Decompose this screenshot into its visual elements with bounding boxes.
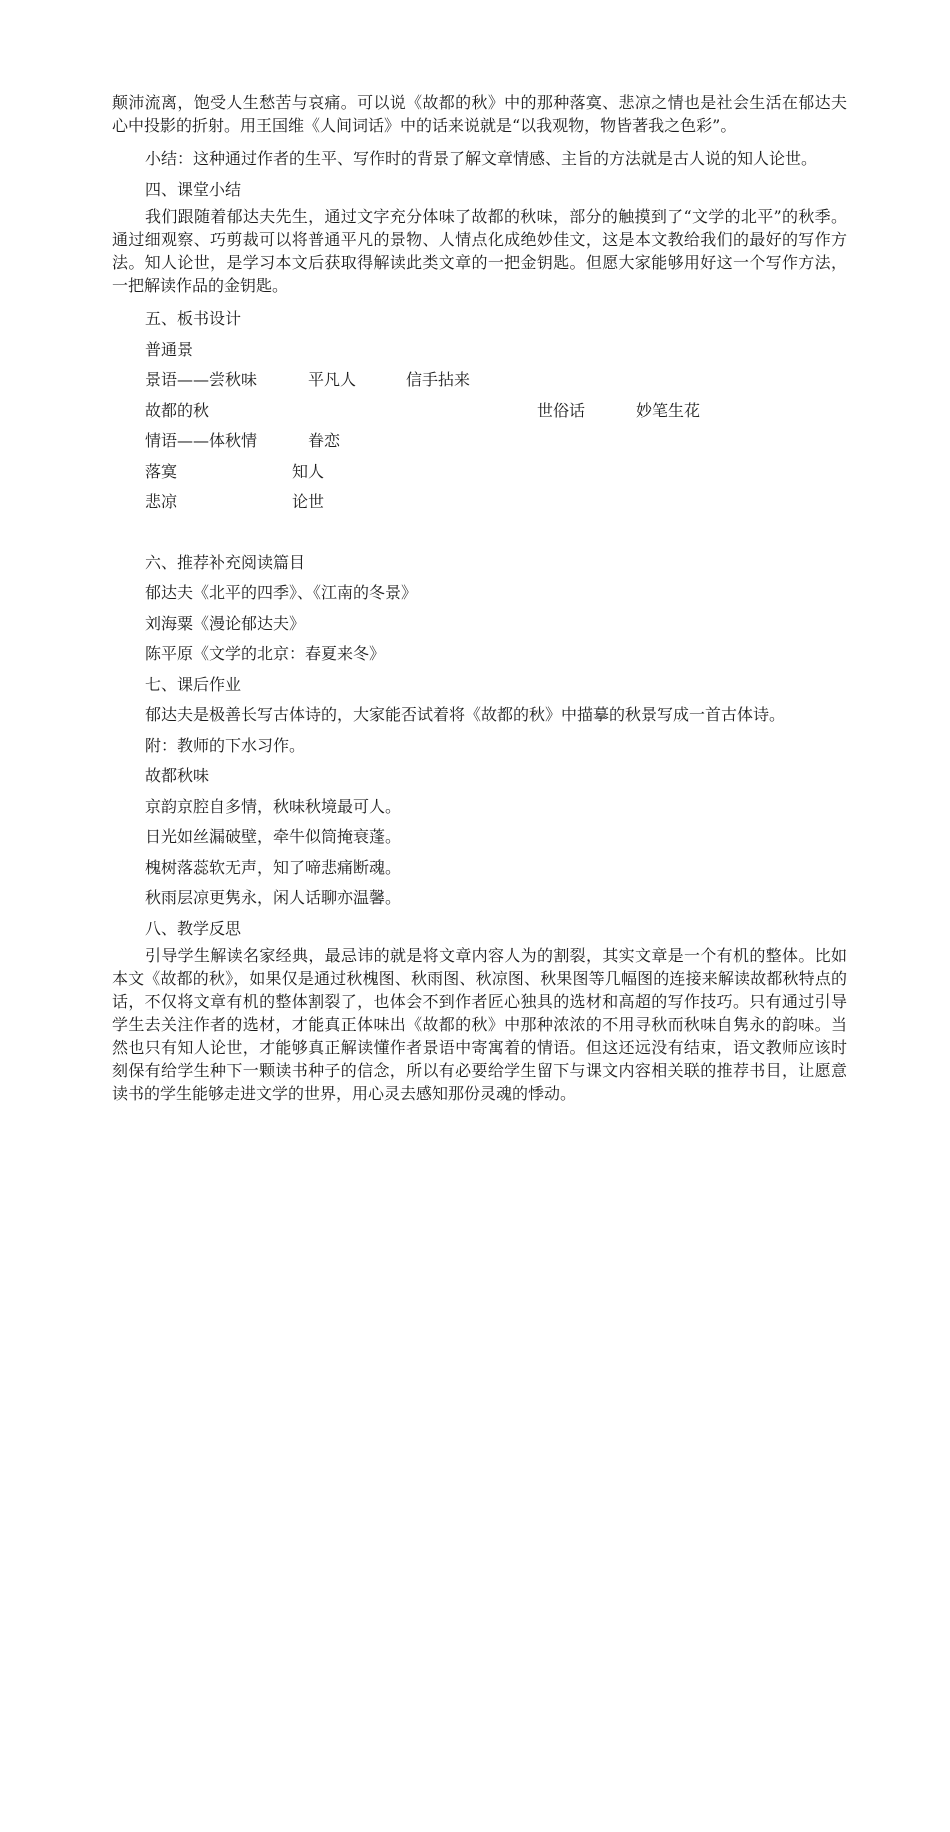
appendix-note: 附：教师的下水习作。 bbox=[145, 735, 306, 755]
board-item: 情语——体秋情 bbox=[145, 431, 258, 450]
section-heading-reflection: 八、教学反思 bbox=[145, 918, 242, 938]
board-row-1 bbox=[112, 335, 847, 366]
poem-line: 日光如丝漏破壁，牵牛似筒掩衰蓬。 bbox=[145, 827, 402, 846]
paragraph-continued: 颠沛流离，饱受人生愁苦与哀痛。可以说《故都的秋》中的那种落寞、悲凉之情也是社会生活在郁达夫心中投影的折射。用王国维《人间词话》中的话来说就是“以我观物，物皆著我之色彩”。 bbox=[112, 93, 847, 135]
document-body bbox=[112, 91, 847, 1105]
reading-item: 陈平原《文学的北京：春夏来冬》 bbox=[145, 644, 386, 663]
board-item: 知人 bbox=[292, 461, 325, 481]
board-item: 景语——尝秋味 bbox=[145, 370, 258, 389]
poem-title: 故都秋味 bbox=[145, 766, 210, 785]
homework-text: 郁达夫是极善长写古体诗的，大家能否试着将《故都的秋》中描摹的秋景写成一首古体诗。 bbox=[145, 705, 786, 724]
reading-item: 郁达夫《北平的四季》、《江南的冬景》 bbox=[145, 583, 418, 602]
section-heading-reading: 六、推荐补充阅读篇目 bbox=[145, 552, 306, 572]
paragraph-class-summary: 我们跟随着郁达夫先生，通过文字充分体味了故都的秋味，部分的触摸到了“文学的北平”的秋季。通过细观察、巧剪裁可以将普通平凡的景物、人情点化成绝妙佳文，这是本文教给我们的最好的写作方法。知人论世，是学习本文后获取得解读此类文章的一把金钥匙。但愿大家能够用好这一个写作方法，一把解读作品的金钥匙。 bbox=[112, 207, 847, 295]
board-row-3 bbox=[112, 396, 847, 427]
board-row-2 bbox=[112, 365, 847, 396]
summary-note: 小结：这种通过作者的生平、写作时的背景了解文章情感、主旨的方法就是古人说的知人论世。 bbox=[145, 149, 818, 168]
board-item: 论世 bbox=[292, 492, 325, 511]
board-item: 信手拈来 bbox=[406, 370, 471, 389]
paragraph-reflection: 引导学生解读名家经典，最忌讳的就是将文章内容人为的割裂，其实文章是一个有机的整体。比如本文《故都的秋》，如果仅是通过秋槐图、秋雨图、秋凉图、秋果图等几幅图的连接来解读故都秋特点的话，不仅将文章有机的整体割裂了，也体会不到作者匠心独具的选材和高超的写作技巧。只有通过引导学生去关注作者的选材，才能真正体味出《故都的秋》中那种浓浓的不用寻秋而秋味自隽永的韵味。当然也只有知人论世，才能够真正解读懂作者景语中寄寓着的情语。但这还远没有结束，语文教师应该时刻保有给学生种下一颗读书种子的信念，所以有必要给学生留下与课文内容相关联的推荐书目，让愿意读书的学生能够走进文学的世界，用心灵去感知那份灵魂的悸动。 bbox=[112, 946, 847, 1103]
board-row-5 bbox=[112, 457, 847, 488]
board-item: 妙笔生花 bbox=[636, 400, 701, 420]
reading-item: 刘海粟《漫论郁达夫》 bbox=[145, 613, 306, 633]
board-item: 眷恋 bbox=[308, 431, 341, 450]
board-item: 平凡人 bbox=[308, 370, 357, 389]
section-heading-board-design: 五、板书设计 bbox=[145, 309, 242, 328]
section-heading-class-summary: 四、课堂小结 bbox=[145, 179, 242, 199]
board-row-4 bbox=[112, 426, 847, 457]
board-item: 普通景 bbox=[145, 339, 194, 359]
poem-line: 京韵京腔自多情，秋味秋境最可人。 bbox=[145, 796, 402, 816]
board-item: 悲凉 bbox=[145, 492, 178, 511]
section-heading-homework: 七、课后作业 bbox=[145, 674, 242, 694]
board-item: 世俗话 bbox=[537, 400, 586, 420]
poem-line: 槐树落蕊软无声，知了啼悲痛断魂。 bbox=[145, 857, 402, 877]
board-item: 故都的秋 bbox=[145, 400, 210, 420]
board-item: 落寞 bbox=[145, 461, 178, 481]
board-row-6 bbox=[112, 487, 847, 518]
poem-line: 秋雨层凉更隽永，闲人话聊亦温馨。 bbox=[145, 888, 402, 907]
